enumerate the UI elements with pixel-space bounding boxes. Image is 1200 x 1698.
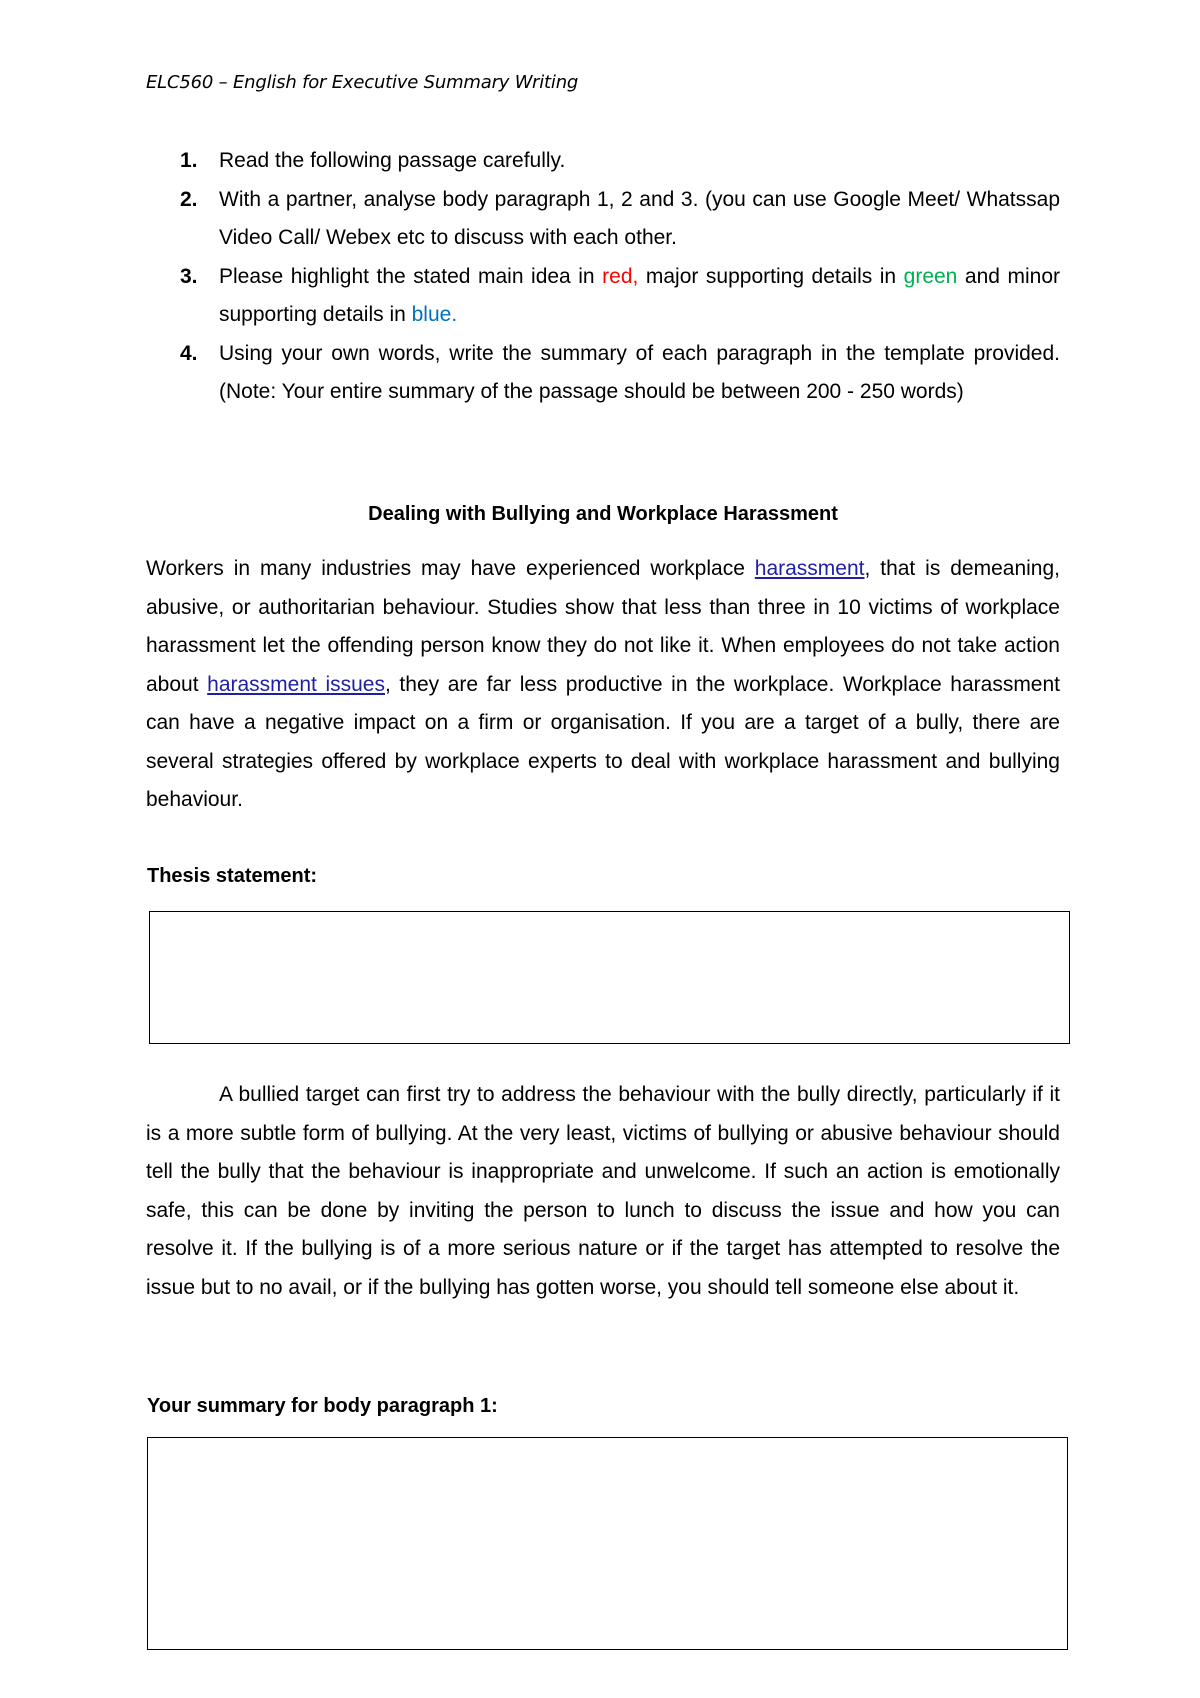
instruction-item xyxy=(146,335,1060,412)
highlight-blue-word: blue. xyxy=(411,303,458,326)
harassment-issues-link[interactable]: harassment issues xyxy=(207,672,385,696)
instruction-text: Please highlight the stated main idea in xyxy=(219,264,603,288)
instruction-item xyxy=(146,142,1060,181)
instruction-text: With a partner, analyse body paragraph 1, 2 and 3. (you can use Google Meet/ Whatssap Video Call/ Webex etc to discuss with each other. xyxy=(219,187,1060,249)
instruction-text: Using your own words, write the summary of each paragraph in the template provided. (Note: Your entire summary of the passage should be between 200 - 250 words) xyxy=(219,341,1060,403)
highlight-green-word: green xyxy=(903,264,958,288)
intro-text: , that is demeaning, abusive, or authoritarian behaviour. Studies show that less than three in 10 victims of workplace harassment let the offending person know they do not like it. When employees do not take action about xyxy=(146,557,1060,696)
harassment-link[interactable]: harassment xyxy=(754,557,865,580)
intro-text: , they are far less productive in the workplace. Workplace harassment can have a negative impact on a firm or organisation. If you are a target of a bully, there are several strategies offered by workplace experts to deal with workplace harassment and bullying behaviour. xyxy=(146,672,1061,811)
summary-body-1-label: Your summary for body paragraph 1: xyxy=(147,1395,498,1417)
intro-paragraph xyxy=(146,550,1060,820)
instruction-text: and minor supporting details in xyxy=(219,264,1060,326)
instruction-text: Read the following passage carefully. xyxy=(219,149,566,172)
instruction-text: major supporting details in xyxy=(638,264,904,288)
instruction-number: 4. xyxy=(180,341,198,365)
highlight-red-word: red, xyxy=(602,264,639,288)
summary-body-1-box[interactable] xyxy=(147,1437,1068,1650)
body-paragraph-1: A bullied target can first try to address the behaviour with the bully directly, particularly if it is a more subtle form of bullying. At the very least, victims of bullying or abusive behaviour should tell the bully that the behaviour is inappropriate and unwelcome. If such an action is emotionally safe, this can be done by inviting the person to lunch to discuss the issue and how you can resolve it. If the bullying is of a more serious nature or if the target has attempted to resolve the issue but to no avail, or if the bullying has gotten worse, you should tell someone else about it. xyxy=(146,1083,1060,1299)
instruction-number: 1. xyxy=(180,149,198,172)
passage-title: Dealing with Bullying and Workplace Harassment xyxy=(368,503,838,525)
instruction-number: 2. xyxy=(180,187,198,211)
intro-text: Workers in many industries may have experienced workplace xyxy=(146,557,755,580)
instruction-item xyxy=(146,181,1060,258)
thesis-statement-label: Thesis statement: xyxy=(147,865,318,887)
instruction-item xyxy=(146,258,1060,335)
instruction-number: 3. xyxy=(180,264,198,288)
thesis-statement-box[interactable] xyxy=(149,911,1070,1044)
course-header-title: ELC560 – English for Executive Summary Writing xyxy=(146,72,579,93)
instruction-list xyxy=(146,142,1060,412)
